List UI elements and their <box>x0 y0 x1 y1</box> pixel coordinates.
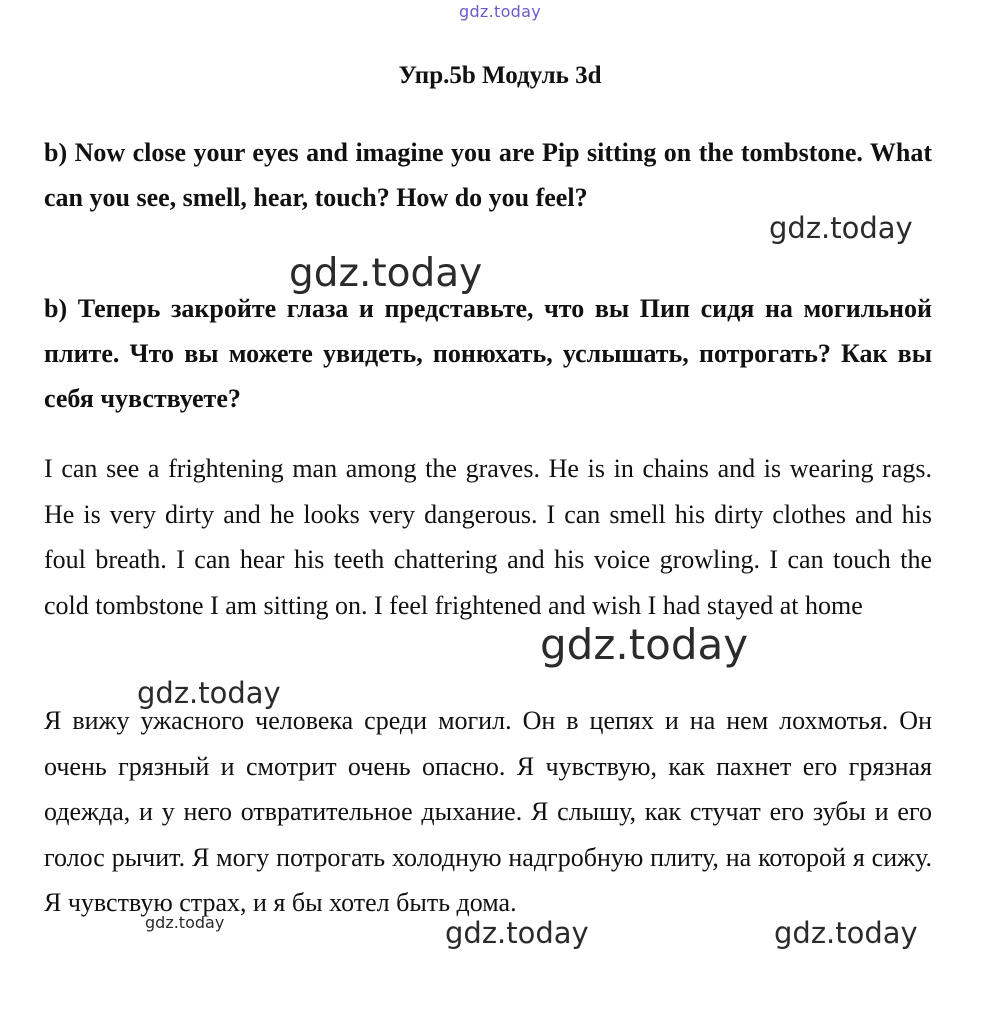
question-english: b) Now close your eyes and imagine you are Pip sitting on the tombstone. What can you see, smell, hear, touch? How do you feel? <box>44 138 932 212</box>
watermark-bottom-center: gdz.today <box>445 916 589 950</box>
answer-english: I can see a frightening man among the graves. He is in chains and is wearing rags. He is very dirty and he looks very dangerous. I can smell his dirty clothes and his foul breath. I can hear his teeth chattering and his voice growling. I can touch the cold tombstone I am sitting on. I feel frightened and wish I had stayed at home <box>44 454 932 620</box>
watermark-bottom-right: gdz.today <box>774 916 918 950</box>
page-title: Упр.5b Модуль 3d <box>398 62 602 89</box>
watermark-top: gdz.today <box>459 2 541 21</box>
watermark-after-question-en: gdz.today <box>769 211 913 245</box>
watermark-before-question-ru: gdz.today <box>289 251 483 296</box>
watermark-end-answer-en: gdz.today <box>540 620 749 669</box>
answer-russian: Я вижу ужасного человека среди могил. Он в цепях и на нем лохмотья. Он очень грязный и смотрит очень опасно. Я чувствую, как пахнет его грязная одежда, и у него отвратительное дыхание. Я слышу, как стучат его зубы и его голос рычит. Я могу потрогать холодную надгробную плиту, на которой я сижу. Я чувствую страх, и я бы хотел быть дома. <box>44 706 932 917</box>
watermark-before-answer-ru: gdz.today <box>137 676 281 710</box>
watermark-bottom-small: gdz.today <box>145 913 225 932</box>
question-russian: b) Теперь закройте глаза и представьте, что вы Пип сидя на могильной плите. Что вы можете увидеть, понюхать, услышать, потрогать? Как вы себя чувствуете? <box>44 294 932 413</box>
